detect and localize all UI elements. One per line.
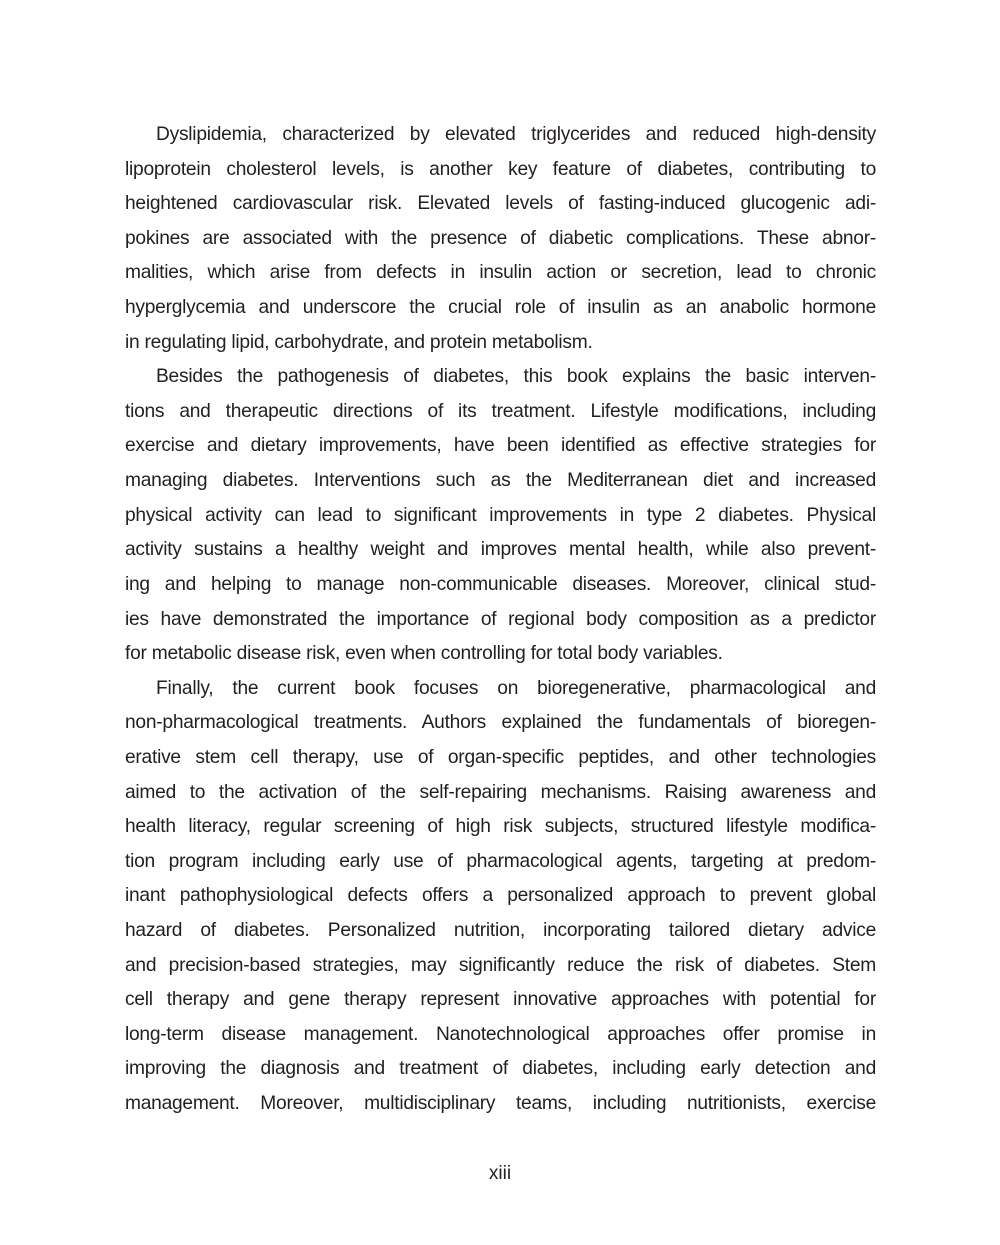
body-text	[125, 118, 876, 1122]
text-line: health literacy, regular screening of high risk subjects, structured lifestyle modifica-	[125, 816, 876, 838]
paragraph-bioregenerative-treatments	[125, 672, 876, 1122]
text-line: improving the diagnosis and treatment of diabetes, including early detection and	[125, 1058, 876, 1080]
page-number: xiii	[488, 1163, 512, 1184]
text-line: pokines are associated with the presence of diabetic complications. These abnor-	[125, 227, 876, 249]
text-line: Besides the pathogenesis of diabetes, this book explains the basic interven-	[156, 366, 876, 388]
text-line: exercise and dietary improvements, have been identified as effective strategies for	[125, 435, 876, 457]
paragraph-treatment-interventions	[125, 360, 876, 671]
text-line: inant pathophysiological defects offers a personalized approach to prevent global	[125, 885, 876, 907]
text-line: ies have demonstrated the importance of regional body composition as a predictor	[125, 608, 876, 630]
text-line: heightened cardiovascular risk. Elevated levels of fasting-induced glucogenic adi-	[125, 193, 876, 215]
text-line: management. Moreover, multidisciplinary teams, including nutritionists, exercise	[125, 1093, 876, 1115]
text-line: lipoprotein cholesterol levels, is another key feature of diabetes, contributing to	[125, 158, 876, 180]
text-line: erative stem cell therapy, use of organ-specific peptides, and other technologies	[125, 746, 876, 768]
text-line: cell therapy and gene therapy represent innovative approaches with potential for	[125, 989, 876, 1011]
text-line: aimed to the activation of the self-repairing mechanisms. Raising awareness and	[125, 781, 876, 803]
text-line: Finally, the current book focuses on bioregenerative, pharmacological and	[156, 677, 876, 699]
paragraph-dyslipidemia	[125, 118, 876, 360]
text-line: hazard of diabetes. Personalized nutrition, incorporating tailored dietary advice	[125, 920, 876, 942]
text-line: long-term disease management. Nanotechnological approaches offer promise in	[125, 1023, 876, 1045]
text-line: and precision-based strategies, may significantly reduce the risk of diabetes. Stem	[125, 954, 876, 976]
text-line: tion program including early use of pharmacological agents, targeting at predom-	[125, 850, 876, 872]
text-line: hyperglycemia and underscore the crucial role of insulin as an anabolic hormone	[125, 297, 876, 319]
text-line: non-pharmacological treatments. Authors explained the fundamentals of bioregen-	[125, 712, 876, 734]
text-line: in regulating lipid, carbohydrate, and protein metabolism.	[125, 331, 593, 353]
text-line: for metabolic disease risk, even when controlling for total body variables.	[125, 643, 723, 665]
text-line: tions and therapeutic directions of its treatment. Lifestyle modifications, including	[125, 400, 876, 422]
text-line: malities, which arise from defects in insulin action or secretion, lead to chronic	[125, 262, 876, 284]
text-line: ing and helping to manage non-communicable diseases. Moreover, clinical stud-	[125, 573, 876, 595]
text-line: managing diabetes. Interventions such as the Mediterranean diet and increased	[125, 470, 876, 492]
text-line: Dyslipidemia, characterized by elevated triglycerides and reduced high-density	[156, 124, 876, 145]
text-line: activity sustains a healthy weight and improves mental health, while also prevent-	[125, 539, 876, 561]
text-line: physical activity can lead to significant improvements in type 2 diabetes. Physical	[125, 504, 876, 526]
